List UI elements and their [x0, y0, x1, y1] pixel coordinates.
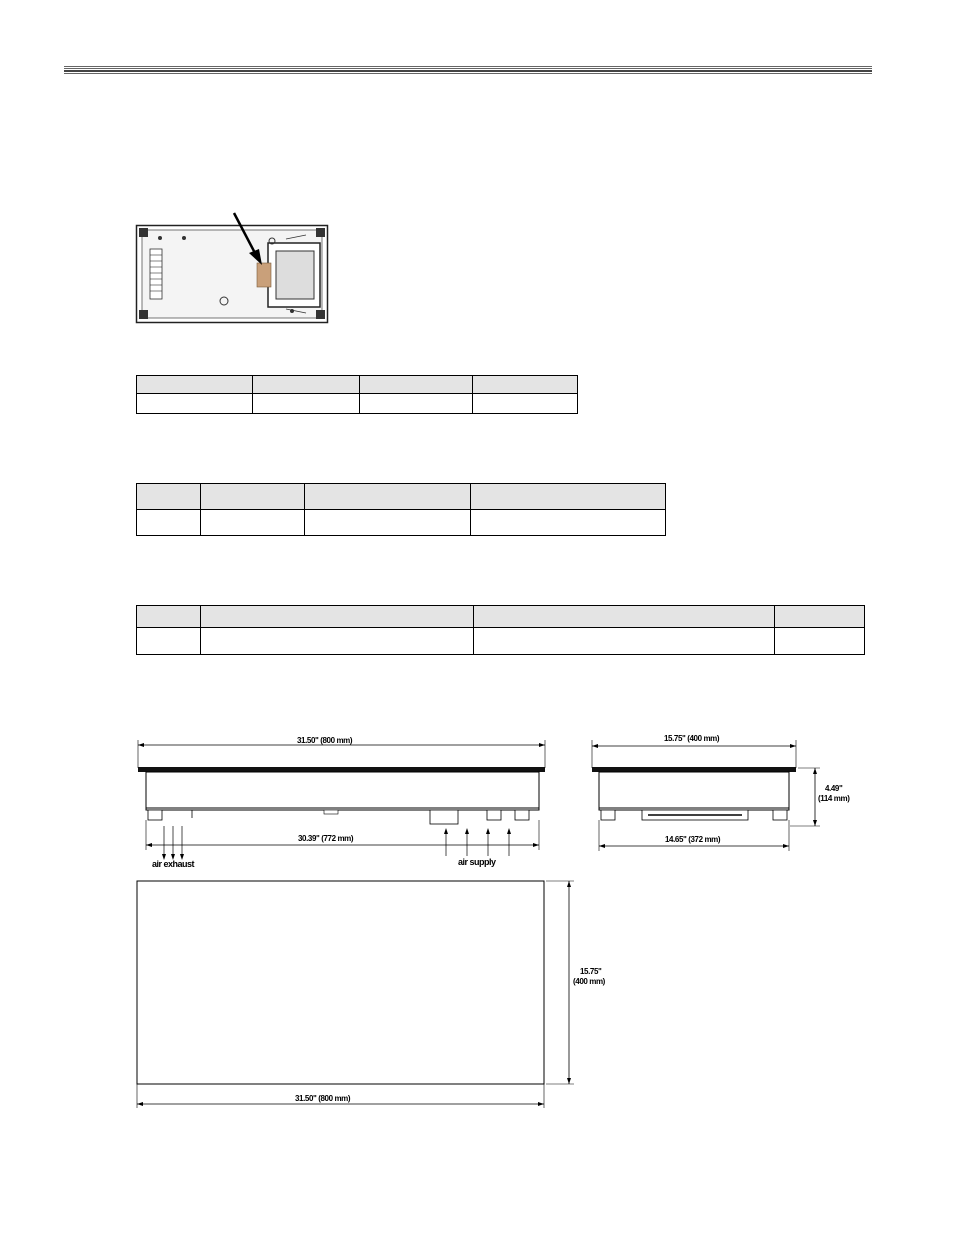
- front-overall-width-label: 31.50" (800 mm): [297, 736, 353, 745]
- side-height-inch-label: 4.49": [825, 784, 843, 793]
- front-base-width-label: 30.39" (772 mm): [298, 834, 354, 843]
- top-depth-mm-label: (400 mm): [573, 977, 605, 986]
- air-exhaust-label: air exhaust: [152, 859, 195, 869]
- air-supply-label: air supply: [458, 857, 496, 867]
- side-overall-width-label: 15.75" (400 mm): [664, 734, 720, 743]
- side-height-mm-label: (114 mm): [818, 794, 850, 803]
- side-base-width-label: 14.65" (372 mm): [665, 835, 721, 844]
- top-width-label: 31.50" (800 mm): [295, 1094, 351, 1103]
- top-depth-inch-label: 15.75": [580, 967, 602, 976]
